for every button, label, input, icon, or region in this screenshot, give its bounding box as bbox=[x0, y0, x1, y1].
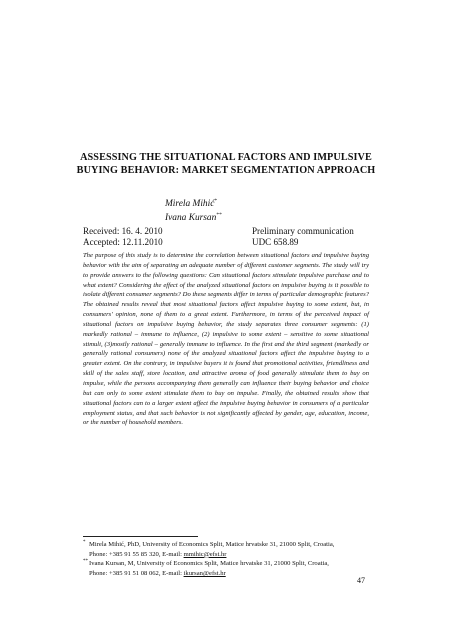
paper-type: Preliminary communication bbox=[252, 226, 354, 236]
footnote-mark: * bbox=[83, 540, 86, 545]
author-name: Mirela Mihić bbox=[165, 199, 215, 209]
author-2 bbox=[165, 210, 305, 224]
author-footnote-mark: ** bbox=[216, 212, 222, 218]
author-list bbox=[165, 196, 305, 224]
footnote-mark: ** bbox=[83, 559, 88, 565]
footnote-contact bbox=[89, 569, 369, 579]
footnote-phone: Phone: +385 91 55 85 320, E-mail: bbox=[89, 550, 184, 558]
footnote-phone: Phone: +385 91 51 08 062, E-mail: bbox=[89, 569, 184, 577]
page-number: 47 bbox=[357, 576, 365, 585]
author-name: Ivana Kursan bbox=[165, 213, 217, 223]
submission-dates bbox=[83, 226, 163, 248]
footnote-1 bbox=[83, 540, 369, 559]
title-line-2: BUYING BEHAVIOR: MARKET SEGMENTATION APPROACH bbox=[76, 164, 376, 176]
accepted-date: Accepted: 12.11.2010 bbox=[83, 237, 163, 247]
udc-code: UDC 658.89 bbox=[252, 237, 299, 247]
author-1 bbox=[165, 196, 305, 210]
paper-title bbox=[60, 152, 392, 177]
footnote-text: Mirela Mihić, PhD, University of Economics Split, Matice hrvatske 31, 21000 Split, Croatia, bbox=[89, 541, 335, 548]
footnotes bbox=[83, 540, 369, 578]
author-footnote-mark: * bbox=[214, 198, 218, 204]
footnote-contact bbox=[89, 550, 369, 560]
paper-classification bbox=[252, 226, 354, 248]
email-link[interactable]: mmihic@efst.hr bbox=[183, 550, 227, 558]
footnote-divider bbox=[83, 536, 198, 537]
email-link[interactable]: ikursan@efst.hr bbox=[183, 569, 226, 577]
title-line-1: ASSESSING THE SITUATIONAL FACTORS AND IMPULSIVE bbox=[80, 152, 372, 163]
received-date: Received: 16. 4. 2010 bbox=[83, 226, 163, 236]
footnote-text: Ivana Kursan, M, University of Economics Split, Matice hrvatske 31, 21000 Split, Croatia, bbox=[89, 560, 329, 568]
abstract: The purpose of this study is to determine the correlation between situational factors and impulsive buying behavior with the aim of separating an adequate number of different customer segments. The study will try to provide answers to the following questions: Can situational factors stimulate impulsive purchase and to what extent? Considering the effect of the analyzed situational factors on impulsive buying is it possible to isolate different consumer segments? Do these segments differ in terms of particular demographic features? The obtained results reveal that most situational factors affect impulsive buying to some extent, but, in consumers' opinion, none of them to a great extent. Furthermore, in terms of the perceived impact of situational factors on impulsive buying behavior, the study separates three consumer segments: (1) markedly rational – immune to influence, (2) impulsive to some extent – sensitive to some situational stimuli, (3)mostly rational – generally immune to influence. In the first and the third segment (markedly or generally rational consumers) none of the analyzed situational factors affect the impulsive buying to a greater extent. On the contrary, in impulsive buyers it is found that promotional activities, friendliness and skill of the sales staff, store location, and attractive aroma of food generally stimulate them to buy on impulse, while the persons accompanying them generally can influence their buying behavior and choice but can only to some extent stimulate them to buy on impulse. Finally, the obtained results show that situational factors can to a larger extent affect the impulsive buying behavior in consumers of a particular employment status, and that such behavior is not significantly affected by gender, age, education, income, or the number of household members. bbox=[83, 252, 369, 427]
footnote-2 bbox=[83, 559, 369, 578]
